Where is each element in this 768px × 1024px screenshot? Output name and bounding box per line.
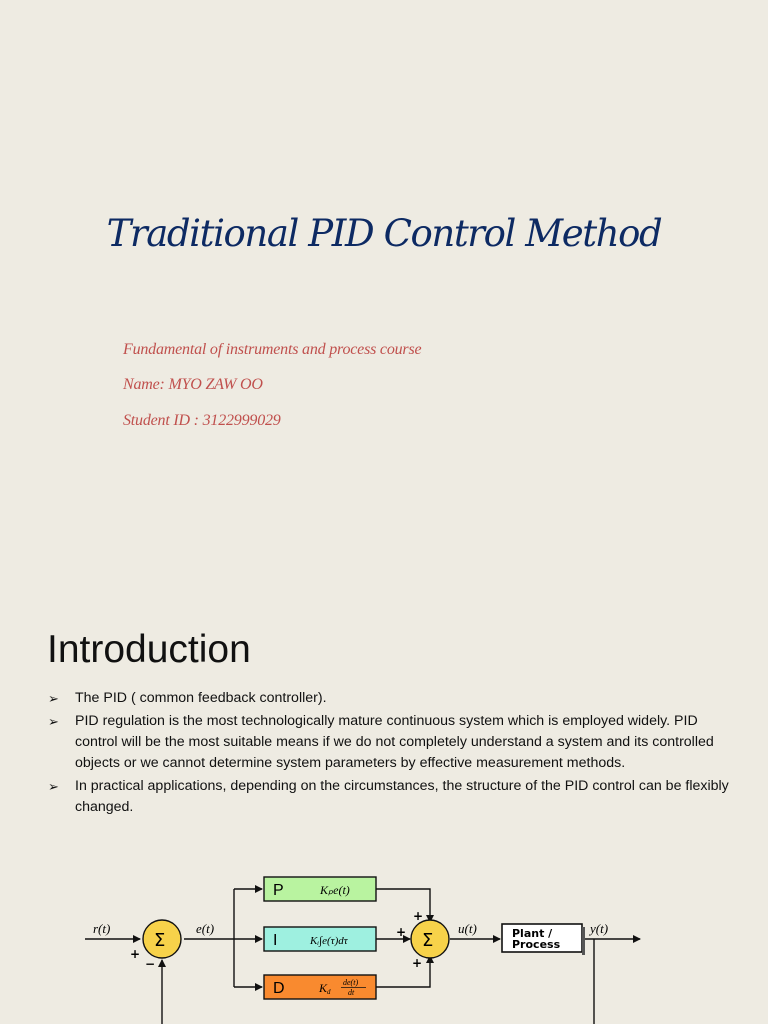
sum-symbol-1: Σ [154,930,166,951]
sum-symbol-2: Σ [422,930,434,951]
bullet-text: PID regulation is the most technologically mature continuous system which is employed widely. PID control will be the most suitable means if we do not completely understand a system and its controlled objects or we cannot determine system parameters by effective measurement methods. [75,713,714,771]
subtitle-name: Name: MYO ZAW OO [123,376,263,393]
bullet-list [48,688,738,820]
i-block-formula: Kᵢ∫e(τ)dτ [310,935,348,947]
i-block-letter: I [273,932,278,949]
bullet-text: The PID ( common feedback controller). [75,690,327,706]
sum1-plus: + [130,947,141,961]
bullet-text: In practical applications, depending on the circumstances, the structure of the PID control can be flexibly changed. [75,778,729,815]
signal-y-label: y(t) [590,921,609,936]
slide-title: Traditional PID Control Method [106,212,662,255]
d-block-letter: D [273,980,285,997]
subtitle-student-id: Student ID : 3122999029 [123,412,281,429]
intro-heading: Introduction [47,628,251,671]
bullet-item [48,688,738,709]
sum2-plus-left: + [396,925,407,939]
plant-label-2: Process [512,938,561,951]
introduction-slide [0,600,768,1024]
d-block-numerator: de(t) [343,978,359,987]
subtitle-course: Fundamental of instruments and process course [123,341,422,358]
sum1-minus: − [145,957,156,971]
p-block-formula: Kₚe(t) [320,883,350,897]
d-block-k-sub: d [327,988,331,996]
plant-block-shadow [582,927,585,955]
signal-r-label: r(t) [93,921,111,936]
p-block-letter: P [273,882,284,899]
bullet-item [48,711,738,774]
pid-block-diagram [0,860,768,1024]
plant-label-1: Plant / [512,927,553,940]
arrow-bullet-icon: ➢ [48,714,59,729]
arrow-bullet-icon: ➢ [48,779,59,794]
signal-e-label: e(t) [196,921,215,936]
d-block-denominator: dt [348,988,355,997]
d-block-k: K [319,981,328,995]
sum2-plus-bottom: + [412,956,423,970]
arrow-bullet-icon: ➢ [48,691,59,706]
signal-u-label: u(t) [458,921,477,936]
sum2-plus-top: + [413,909,424,923]
bullet-item [48,776,738,818]
